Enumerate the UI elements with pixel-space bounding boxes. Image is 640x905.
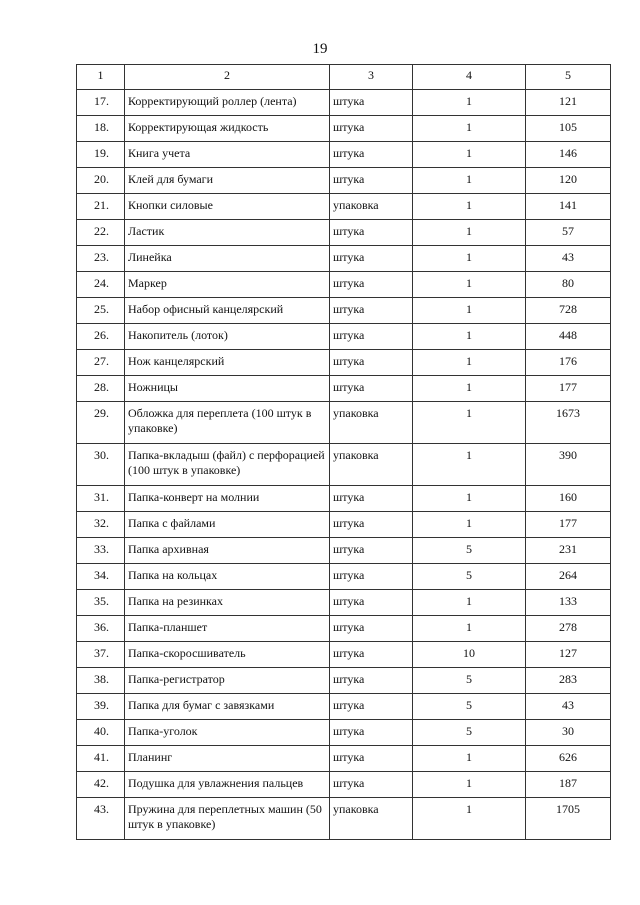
column-header-3: 3 (330, 65, 413, 90)
unit-cell: штука (330, 538, 413, 564)
unit-cell: штука (330, 324, 413, 350)
quantity-cell: 1 (413, 486, 526, 512)
quantity-cell: 5 (413, 564, 526, 590)
row-number-cell: 37. (77, 642, 125, 668)
table-row (77, 512, 611, 538)
price-cell: 728 (526, 298, 611, 324)
price-cell: 1705 (526, 798, 611, 840)
row-number-cell: 23. (77, 246, 125, 272)
item-name-cell: Маркер (125, 272, 330, 298)
unit-cell: штука (330, 564, 413, 590)
item-name-cell: Папка-скоросшиватель (125, 642, 330, 668)
table-row (77, 590, 611, 616)
quantity-cell: 1 (413, 142, 526, 168)
row-number-cell: 39. (77, 694, 125, 720)
unit-cell: штука (330, 350, 413, 376)
row-number-cell: 28. (77, 376, 125, 402)
quantity-cell: 1 (413, 798, 526, 840)
price-cell: 43 (526, 694, 611, 720)
item-name-cell: Книга учета (125, 142, 330, 168)
unit-cell: штука (330, 772, 413, 798)
unit-cell: штука (330, 746, 413, 772)
row-number-cell: 34. (77, 564, 125, 590)
column-header-4: 4 (413, 65, 526, 90)
row-number-cell: 19. (77, 142, 125, 168)
item-name-cell: Папка-регистратор (125, 668, 330, 694)
quantity-cell: 5 (413, 720, 526, 746)
quantity-cell: 1 (413, 168, 526, 194)
row-number-cell: 40. (77, 720, 125, 746)
table-row (77, 694, 611, 720)
item-name-cell: Накопитель (лоток) (125, 324, 330, 350)
row-number-cell: 27. (77, 350, 125, 376)
row-number-cell: 20. (77, 168, 125, 194)
table-row (77, 350, 611, 376)
price-cell: 176 (526, 350, 611, 376)
item-name-cell: Корректирующая жидкость (125, 116, 330, 142)
unit-cell: штука (330, 486, 413, 512)
table-row (77, 444, 611, 486)
quantity-cell: 10 (413, 642, 526, 668)
price-cell: 141 (526, 194, 611, 220)
quantity-cell: 1 (413, 298, 526, 324)
price-cell: 448 (526, 324, 611, 350)
item-name-cell: Папка-вкладыш (файл) с перфорацией (100 штук в упаковке) (125, 444, 330, 486)
unit-cell: штука (330, 142, 413, 168)
price-cell: 120 (526, 168, 611, 194)
row-number-cell: 21. (77, 194, 125, 220)
item-name-cell: Кнопки силовые (125, 194, 330, 220)
row-number-cell: 35. (77, 590, 125, 616)
price-cell: 264 (526, 564, 611, 590)
quantity-cell: 1 (413, 194, 526, 220)
price-cell: 146 (526, 142, 611, 168)
unit-cell: штука (330, 220, 413, 246)
table-row (77, 194, 611, 220)
item-name-cell: Папка-планшет (125, 616, 330, 642)
item-name-cell: Ножницы (125, 376, 330, 402)
quantity-cell: 1 (413, 350, 526, 376)
quantity-cell: 1 (413, 402, 526, 444)
price-cell: 105 (526, 116, 611, 142)
price-cell: 626 (526, 746, 611, 772)
quantity-cell: 1 (413, 376, 526, 402)
row-number-cell: 25. (77, 298, 125, 324)
table-row (77, 324, 611, 350)
item-name-cell: Папка архивная (125, 538, 330, 564)
item-name-cell: Папка-конверт на молнии (125, 486, 330, 512)
quantity-cell: 1 (413, 90, 526, 116)
item-name-cell: Папка на кольцах (125, 564, 330, 590)
price-cell: 43 (526, 246, 611, 272)
quantity-cell: 1 (413, 444, 526, 486)
quantity-cell: 1 (413, 220, 526, 246)
price-cell: 121 (526, 90, 611, 116)
unit-cell: штука (330, 298, 413, 324)
table-row (77, 402, 611, 444)
unit-cell: упаковка (330, 402, 413, 444)
quantity-cell: 1 (413, 746, 526, 772)
row-number-cell: 36. (77, 616, 125, 642)
table-row (77, 272, 611, 298)
page-number: 19 (312, 41, 328, 57)
price-cell: 177 (526, 376, 611, 402)
column-header-1: 1 (77, 65, 125, 90)
price-cell: 390 (526, 444, 611, 486)
row-number-cell: 22. (77, 220, 125, 246)
table-row (77, 298, 611, 324)
item-name-cell: Обложка для переплета (100 штук в упаковке) (125, 402, 330, 444)
item-name-cell: Папка на резинках (125, 590, 330, 616)
unit-cell: упаковка (330, 798, 413, 840)
price-cell: 160 (526, 486, 611, 512)
unit-cell: штука (330, 246, 413, 272)
item-name-cell: Планинг (125, 746, 330, 772)
table-row (77, 486, 611, 512)
item-name-cell: Папка-уголок (125, 720, 330, 746)
unit-cell: штука (330, 720, 413, 746)
item-name-cell: Набор офисный канцелярский (125, 298, 330, 324)
quantity-cell: 1 (413, 324, 526, 350)
unit-cell: штука (330, 90, 413, 116)
table-row (77, 746, 611, 772)
table-row (77, 798, 611, 840)
row-number-cell: 24. (77, 272, 125, 298)
price-cell: 283 (526, 668, 611, 694)
row-number-cell: 30. (77, 444, 125, 486)
table-row (77, 772, 611, 798)
quantity-cell: 5 (413, 538, 526, 564)
table-row (77, 246, 611, 272)
item-name-cell: Клей для бумаги (125, 168, 330, 194)
unit-cell: штука (330, 668, 413, 694)
unit-cell: штука (330, 168, 413, 194)
unit-cell: штука (330, 272, 413, 298)
row-number-cell: 31. (77, 486, 125, 512)
price-cell: 177 (526, 512, 611, 538)
item-name-cell: Ластик (125, 220, 330, 246)
row-number-cell: 26. (77, 324, 125, 350)
quantity-cell: 1 (413, 616, 526, 642)
unit-cell: штука (330, 116, 413, 142)
supplies-table (76, 64, 611, 840)
item-name-cell: Корректирующий роллер (лента) (125, 90, 330, 116)
table-row (77, 564, 611, 590)
item-name-cell: Пружина для переплетных машин (50 штук в упаковке) (125, 798, 330, 840)
quantity-cell: 1 (413, 272, 526, 298)
price-cell: 80 (526, 272, 611, 298)
row-number-cell: 41. (77, 746, 125, 772)
table-header-row (77, 65, 611, 90)
row-number-cell: 38. (77, 668, 125, 694)
unit-cell: штука (330, 590, 413, 616)
column-header-2: 2 (125, 65, 330, 90)
table-row (77, 720, 611, 746)
item-name-cell: Нож канцелярский (125, 350, 330, 376)
unit-cell: штука (330, 694, 413, 720)
price-cell: 1673 (526, 402, 611, 444)
table-body (77, 90, 611, 840)
row-number-cell: 33. (77, 538, 125, 564)
table-row (77, 168, 611, 194)
table-row (77, 142, 611, 168)
quantity-cell: 5 (413, 694, 526, 720)
table-row (77, 220, 611, 246)
price-cell: 278 (526, 616, 611, 642)
table-row (77, 642, 611, 668)
quantity-cell: 1 (413, 512, 526, 538)
quantity-cell: 1 (413, 116, 526, 142)
column-header-5: 5 (526, 65, 611, 90)
table-row (77, 616, 611, 642)
row-number-cell: 17. (77, 90, 125, 116)
table-row (77, 116, 611, 142)
item-name-cell: Папка для бумаг с завязками (125, 694, 330, 720)
unit-cell: штука (330, 512, 413, 538)
unit-cell: упаковка (330, 194, 413, 220)
quantity-cell: 1 (413, 246, 526, 272)
unit-cell: штука (330, 616, 413, 642)
price-cell: 30 (526, 720, 611, 746)
row-number-cell: 43. (77, 798, 125, 840)
item-name-cell: Линейка (125, 246, 330, 272)
quantity-cell: 1 (413, 772, 526, 798)
table-row (77, 538, 611, 564)
price-cell: 57 (526, 220, 611, 246)
row-number-cell: 18. (77, 116, 125, 142)
price-cell: 187 (526, 772, 611, 798)
price-cell: 133 (526, 590, 611, 616)
price-cell: 231 (526, 538, 611, 564)
table-row (77, 376, 611, 402)
unit-cell: штука (330, 376, 413, 402)
item-name-cell: Папка с файлами (125, 512, 330, 538)
table-row (77, 668, 611, 694)
unit-cell: упаковка (330, 444, 413, 486)
price-cell: 127 (526, 642, 611, 668)
row-number-cell: 29. (77, 402, 125, 444)
item-name-cell: Подушка для увлажнения пальцев (125, 772, 330, 798)
table-row (77, 90, 611, 116)
unit-cell: штука (330, 642, 413, 668)
row-number-cell: 32. (77, 512, 125, 538)
row-number-cell: 42. (77, 772, 125, 798)
quantity-cell: 1 (413, 590, 526, 616)
quantity-cell: 5 (413, 668, 526, 694)
